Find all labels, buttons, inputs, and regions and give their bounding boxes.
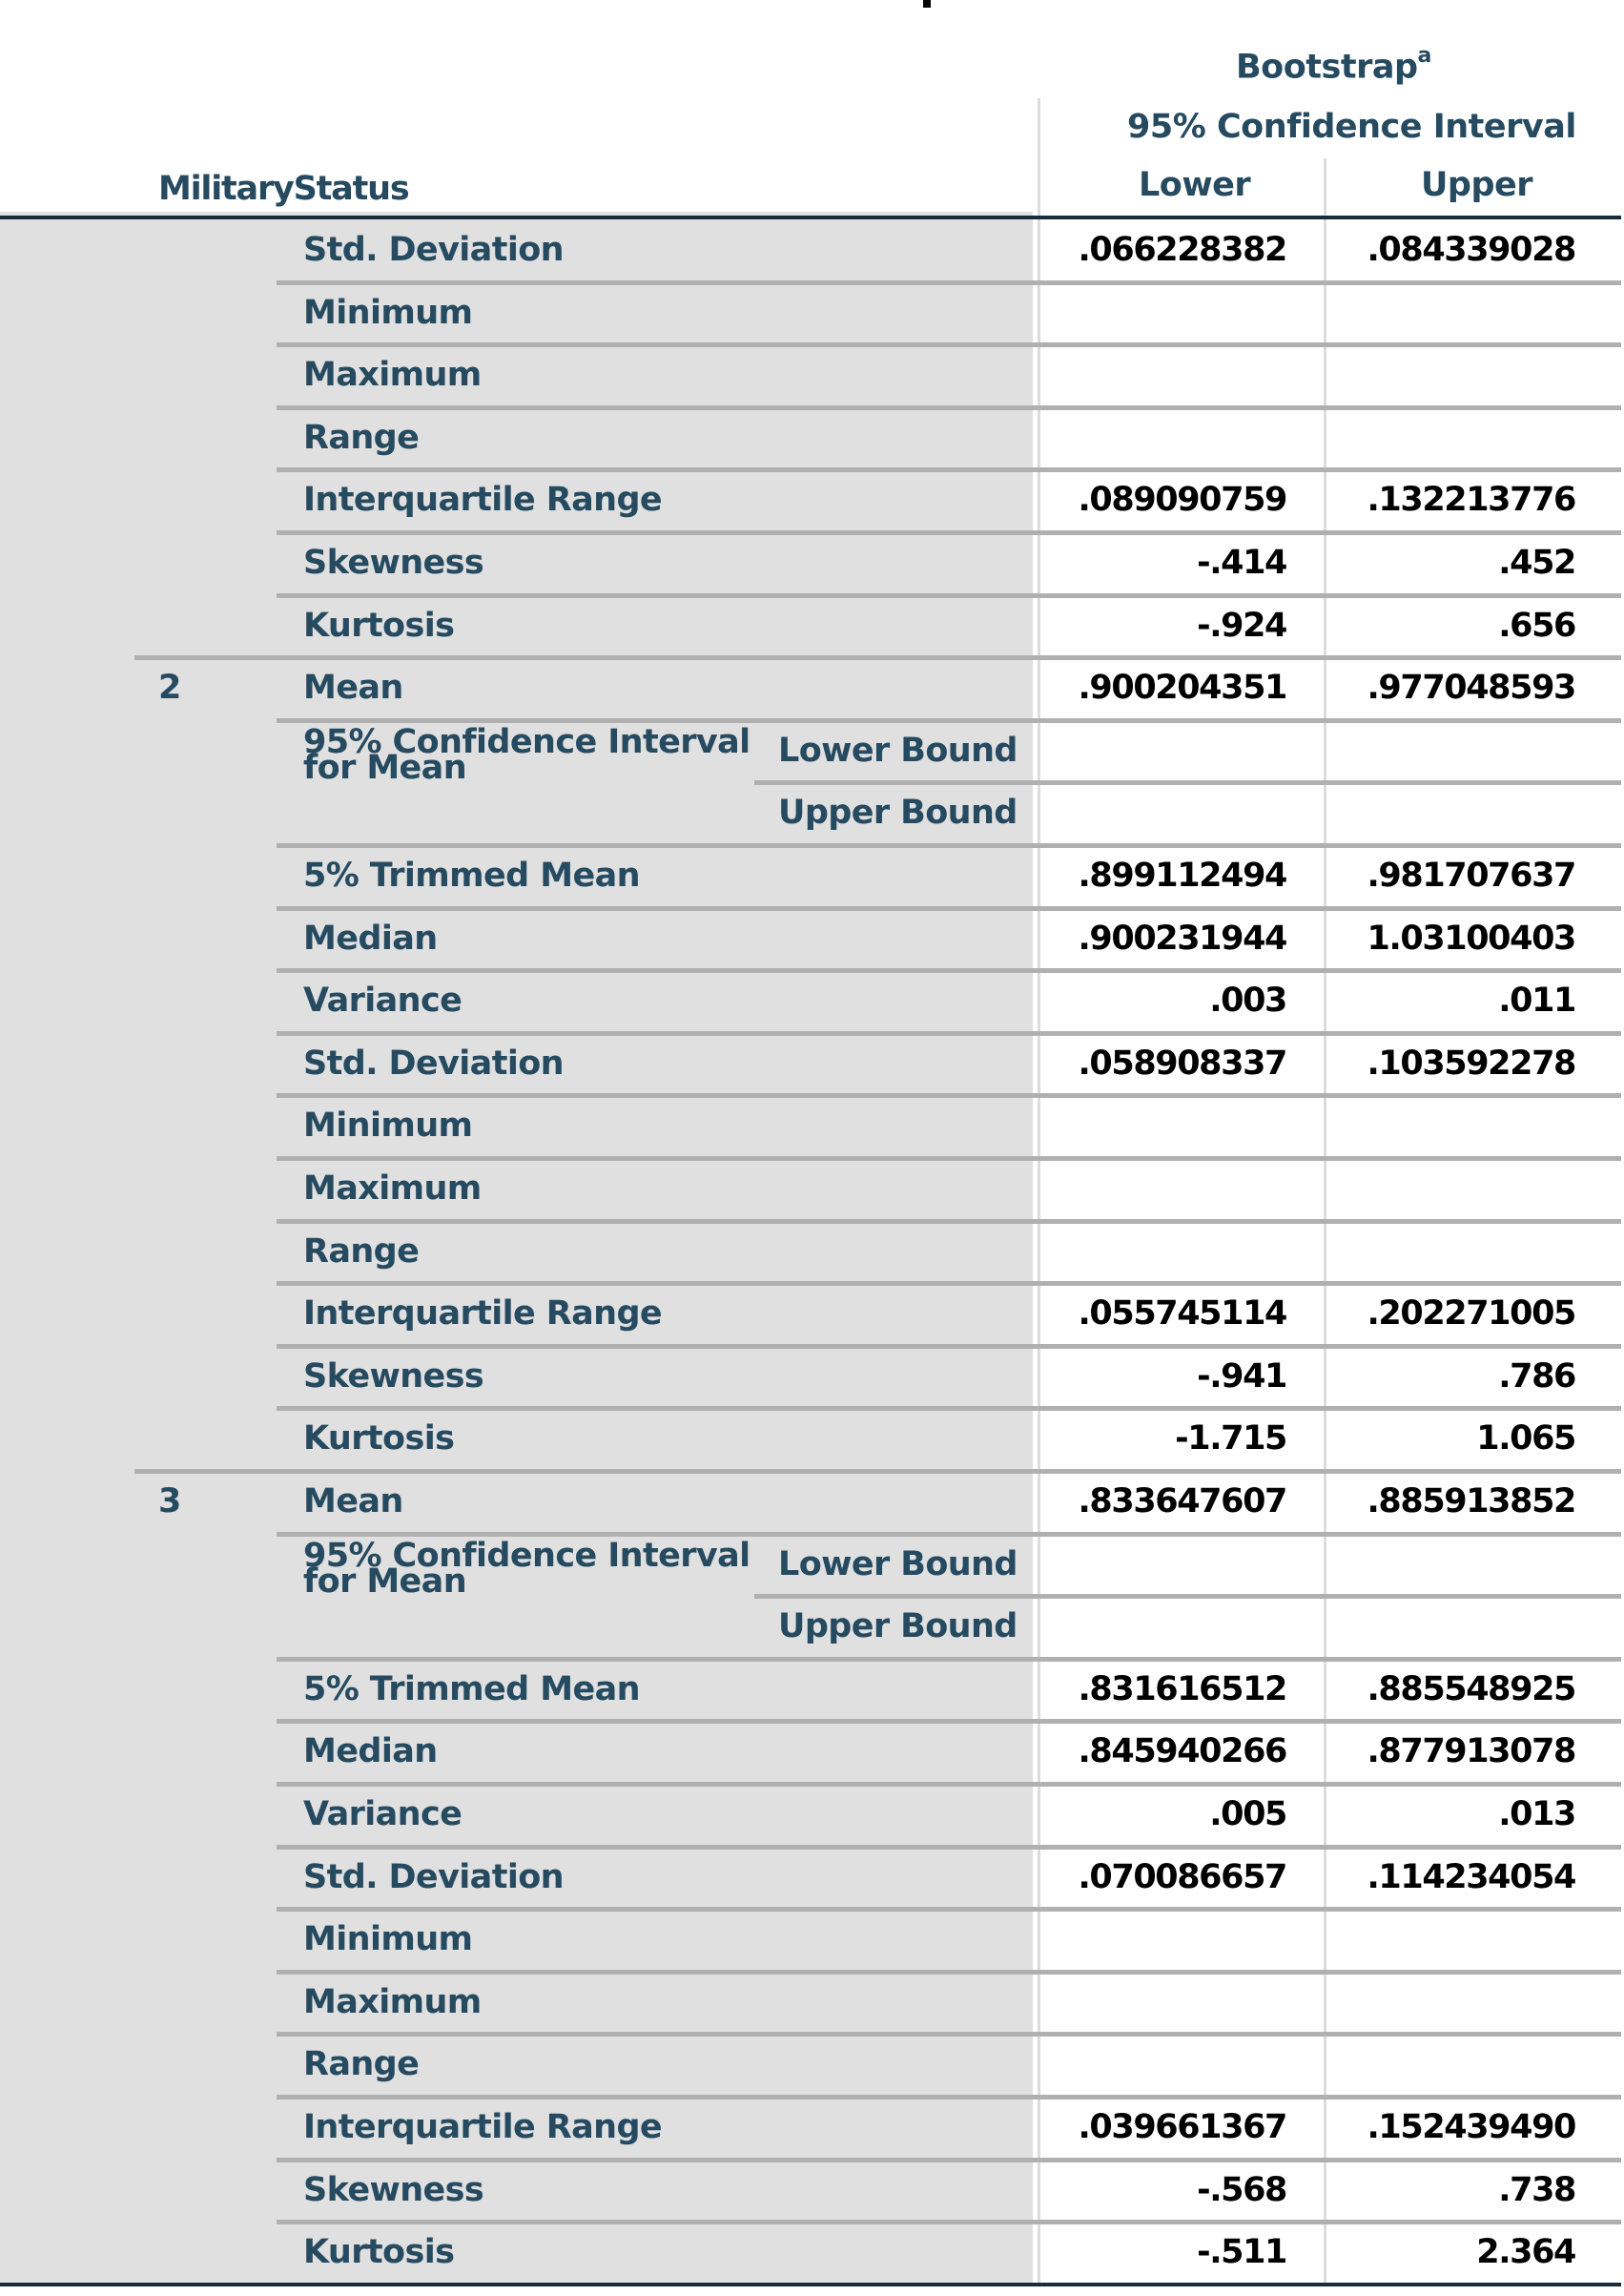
statistic-label: Mean — [303, 669, 403, 708]
upper-value: 2.364 — [1476, 2233, 1575, 2272]
table-row — [0, 1596, 1621, 1659]
ci-header: 95% Confidence Interval — [1127, 108, 1576, 146]
bottom-rule — [0, 2283, 1621, 2286]
lower-value: -.568 — [1197, 2170, 1286, 2209]
table-row — [0, 1659, 1621, 1722]
sub-statistic-label: Lower Bound — [778, 731, 1018, 770]
table-row — [0, 344, 1621, 407]
statistic-label: Maximum — [303, 1169, 482, 1208]
table-row — [0, 1158, 1621, 1221]
upper-value: 1.065 — [1476, 1419, 1575, 1458]
statistic-label: Kurtosis — [303, 606, 455, 645]
table-row — [0, 1471, 1621, 1534]
statistic-label: Std. Deviation — [303, 231, 564, 269]
statistic-label: Interquartile Range — [303, 481, 663, 520]
statistic-label: Minimum — [303, 1107, 473, 1146]
bootstrap-label: Bootstrap — [1236, 48, 1418, 87]
upper-value: .656 — [1498, 606, 1575, 645]
statistic-label: Interquartile Range — [303, 2108, 663, 2146]
upper-value: .084339028 — [1367, 231, 1575, 269]
statistic-label: Variance — [303, 1795, 463, 1833]
table-row — [0, 970, 1621, 1033]
statistic-label: Variance — [303, 982, 463, 1021]
statistic-label: Range — [303, 418, 420, 457]
upper-value: .011 — [1498, 982, 1575, 1021]
statistic-label: Interquartile Range — [303, 1294, 663, 1334]
lower-column-header: Lower — [1139, 166, 1251, 204]
lower-value: .039661367 — [1078, 2108, 1286, 2146]
table-row — [0, 1408, 1621, 1471]
lower-value: -.511 — [1197, 2233, 1286, 2272]
statistic-label: Std. Deviation — [303, 1857, 564, 1896]
sub-statistic-label: Lower Bound — [778, 1544, 1018, 1583]
sub-statistic-label: Upper Bound — [778, 1607, 1018, 1646]
lower-value: .900204351 — [1078, 669, 1286, 708]
upper-value: .977048593 — [1367, 669, 1575, 708]
upper-value: .786 — [1498, 1356, 1575, 1396]
table-row — [0, 1909, 1621, 1972]
table-row — [0, 2160, 1621, 2223]
statistic-label: 5% Trimmed Mean — [303, 857, 640, 895]
group-label: 3 — [158, 1482, 182, 1520]
footnote-marker: a — [1417, 44, 1431, 68]
table-row — [0, 908, 1621, 971]
table-row — [0, 1095, 1621, 1158]
ci-for-mean-label: 95% Confidence Interval for Mean — [303, 1536, 750, 1601]
statistic-label: Maximum — [303, 356, 482, 395]
statistic-label: Std. Deviation — [303, 1044, 564, 1083]
upper-value: .885913852 — [1367, 1482, 1575, 1520]
lower-value: -.924 — [1197, 606, 1286, 645]
table-row — [0, 2222, 1621, 2285]
military-status-header: MilitaryStatus — [158, 170, 409, 208]
statistic-label: Skewness — [303, 1356, 484, 1396]
table-row — [0, 657, 1621, 720]
lower-value: .070086657 — [1078, 1857, 1286, 1896]
lower-value: .055745114 — [1078, 1294, 1286, 1334]
table-row — [0, 1283, 1621, 1346]
upper-value: .885548925 — [1367, 1669, 1575, 1708]
table-row — [0, 1033, 1621, 1096]
table-row — [0, 469, 1621, 532]
upper-value: .152439490 — [1367, 2108, 1575, 2146]
table-row — [0, 1534, 1621, 1601]
statistic-label: 5% Trimmed Mean — [303, 1669, 640, 1708]
upper-value: 1.03100403 — [1367, 919, 1575, 958]
lower-value: .833647607 — [1078, 1482, 1286, 1520]
lower-value: .900231944 — [1078, 919, 1286, 958]
upper-value: .452 — [1498, 544, 1575, 582]
table-row — [0, 282, 1621, 345]
table-row — [0, 2097, 1621, 2160]
table-row — [0, 1972, 1621, 2035]
table-row — [0, 845, 1621, 908]
statistic-label: Kurtosis — [303, 1419, 455, 1458]
statistic-label: Minimum — [303, 293, 473, 332]
statistic-label: Mean — [303, 1482, 403, 1520]
sub-statistic-label: Upper Bound — [778, 794, 1018, 833]
table-row — [0, 532, 1621, 595]
lower-value: .089090759 — [1078, 481, 1286, 520]
lower-value: .003 — [1209, 982, 1286, 1021]
statistic-label: Range — [303, 2045, 420, 2084]
upper-value: .103592278 — [1367, 1044, 1575, 1083]
upper-value: .202271005 — [1367, 1294, 1575, 1334]
statistic-label: Median — [303, 1732, 438, 1771]
upper-value: .981707637 — [1367, 857, 1575, 895]
upper-value: .013 — [1498, 1795, 1575, 1833]
statistic-label: Minimum — [303, 1920, 473, 1959]
lower-value: .845940266 — [1078, 1732, 1286, 1771]
lower-value: -.941 — [1197, 1356, 1286, 1396]
lower-value: .831616512 — [1078, 1669, 1286, 1708]
table-row — [0, 1784, 1621, 1847]
table-row — [0, 782, 1621, 845]
statistic-label: Skewness — [303, 2170, 484, 2209]
lower-value: .005 — [1209, 1795, 1286, 1833]
upper-value: .877913078 — [1367, 1732, 1575, 1771]
upper-value: .114234054 — [1367, 1857, 1575, 1896]
upper-column-header: Upper — [1421, 166, 1533, 204]
table-row — [0, 219, 1621, 282]
statistic-label: Kurtosis — [303, 2233, 455, 2272]
upper-value: .132213776 — [1367, 481, 1575, 520]
table-row — [0, 1721, 1621, 1784]
lower-value: -1.715 — [1175, 1419, 1286, 1458]
lower-value: .058908337 — [1078, 1044, 1286, 1083]
table-row — [0, 1847, 1621, 1910]
lower-value: .899112494 — [1078, 857, 1286, 895]
table-row — [0, 1221, 1621, 1284]
group-label: 2 — [158, 669, 182, 708]
lower-value: .066228382 — [1078, 231, 1286, 269]
statistic-label: Median — [303, 919, 438, 958]
ci-for-mean-label: 95% Confidence Interval for Mean — [303, 722, 750, 787]
table-row — [0, 720, 1621, 787]
statistic-label: Range — [303, 1231, 420, 1271]
lower-value: -.414 — [1197, 544, 1286, 582]
table-row — [0, 407, 1621, 470]
upper-value: .738 — [1498, 2170, 1575, 2209]
table-row — [0, 2034, 1621, 2097]
statistic-label: Skewness — [303, 544, 484, 582]
statistic-label: Maximum — [303, 1982, 482, 2021]
table-row — [0, 1346, 1621, 1409]
table-row — [0, 595, 1621, 658]
bootstrap-header — [1236, 44, 1431, 87]
title-fragment — [923, 0, 931, 8]
